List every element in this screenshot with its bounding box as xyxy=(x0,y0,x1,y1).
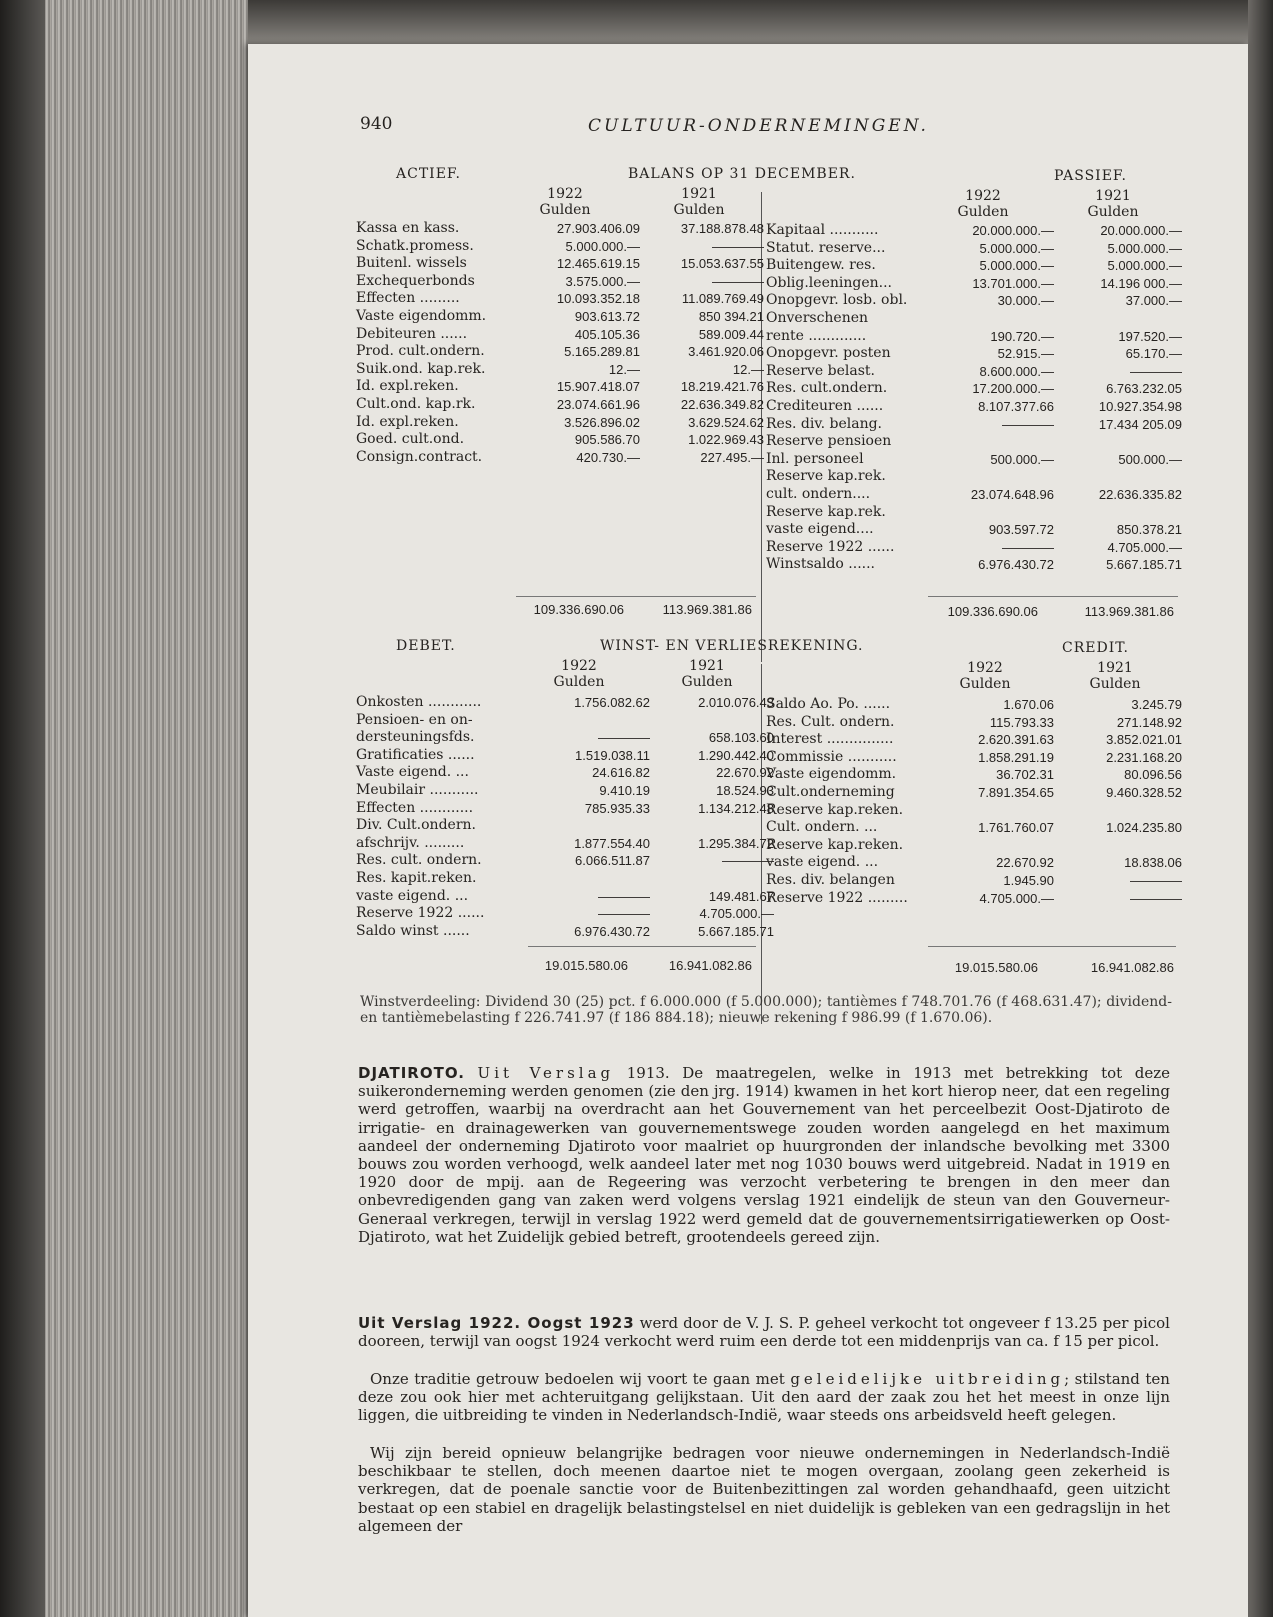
book-shadow-left xyxy=(0,0,45,1617)
ledger-row-label: Buitenl. wissels xyxy=(356,255,467,272)
ledger-row-value-1922 xyxy=(526,870,650,888)
ledger-row-value-1921: 22.636.335.82 xyxy=(1098,486,1182,502)
ledger-row-value-1922: 3.526.896.02 xyxy=(564,414,640,430)
ledger-row-value-1921: 5.000.000.— xyxy=(1107,240,1182,256)
ledger-row-value-1921: ———— xyxy=(722,853,774,869)
ledger-row-label: Effecten ......... xyxy=(356,290,460,307)
ledger-row-value-1921: 18.219.421.76 xyxy=(680,379,764,395)
ledger-row-value-1922: 27.903.406.09 xyxy=(556,221,640,236)
ledger-row xyxy=(766,433,1182,451)
ledger-row-value-1922: 3.575.000.— xyxy=(565,273,640,289)
ledger-row-value-1921: 37.188.878.48 xyxy=(680,221,764,236)
ledger-row-value-1922: 6.066.511.87 xyxy=(575,853,650,869)
ledger-row xyxy=(356,290,764,308)
ledger-row-label: Statut. reserve... xyxy=(766,239,886,256)
pnl-col-year-b-left: 1921 Gulden xyxy=(681,658,733,690)
pnl-col-year-a-left: 1922 Gulden xyxy=(553,658,605,690)
ledger-row-value-1921: 22.670.92 xyxy=(716,765,774,781)
balance-total-rule-left xyxy=(516,596,756,597)
ledger-row-label: Reserve kap.reken. xyxy=(766,836,904,853)
ledger-row xyxy=(766,486,1182,504)
running-title: CULTUUR-ONDERNEMINGEN. xyxy=(588,116,929,136)
ledger-row-label: vaste eigend. ... xyxy=(356,887,469,904)
ledger-row xyxy=(766,556,1182,574)
ledger-row-label: Id. expl.reken. xyxy=(356,413,459,430)
ledger-row xyxy=(766,328,1182,346)
ledger-row xyxy=(356,449,764,467)
ledger-row-value-1922 xyxy=(926,504,1054,522)
ledger-row xyxy=(766,292,1182,310)
ledger-row-value-1921: 17.434 205.09 xyxy=(1098,416,1182,432)
pnl-total-left-a: 19.015.580.06 xyxy=(544,958,628,973)
paragraph-verslag-1922-text: werd door de V. J. S. P. geheel verkocht tot ongeveer f 13.25 per picol dooreen, terwijl van oogst 1924 verkocht werd ruim een derde tot een middenprijs van ca. f 15 per picol. xyxy=(358,1314,1170,1351)
ledger-row xyxy=(766,504,1182,522)
ledger-row-value-1922: 30.000.— xyxy=(997,293,1054,309)
ledger-row-label: Saldo Ao. Po. ...... xyxy=(766,696,891,712)
ledger-row xyxy=(766,240,1182,258)
ledger-row-label: Reserve belast. xyxy=(766,362,875,379)
ledger-row-value-1921: 1.290.442.40 xyxy=(698,747,774,763)
ledger-row-value-1922: 2.620.391.63 xyxy=(978,732,1054,748)
ledger-row xyxy=(356,220,764,238)
ledger-row-value-1921: 5.667.185.71 xyxy=(698,923,774,939)
ledger-row-value-1921: 3.629.524.62 xyxy=(688,414,764,430)
ledger-row-value-1921: 1.134.212.48 xyxy=(698,800,774,816)
ledger-row xyxy=(356,888,774,906)
ledger-row-value-1921: 12.— xyxy=(732,361,764,377)
ledger-row-value-1921: 1.024.235.80 xyxy=(1106,820,1182,836)
ledger-row-label: dersteuningsfds. xyxy=(356,729,475,746)
ledger-row xyxy=(766,222,1182,240)
ledger-row xyxy=(356,396,764,414)
balance-col-year-a-left: 1922 Gulden xyxy=(539,186,591,218)
ledger-row-value-1922: 1.945.90 xyxy=(1003,872,1054,888)
ledger-row-label: cult. ondern.... xyxy=(766,485,871,502)
ledger-row xyxy=(766,731,1182,749)
balance-total-right-a: 109.336.690.06 xyxy=(947,604,1038,619)
ledger-row-label: Kapitaal ........... xyxy=(766,222,879,238)
ledger-row-value-1921 xyxy=(1054,433,1182,451)
ledger-row-value-1921: 500.000.— xyxy=(1118,451,1182,467)
ledger-row-label: Crediteuren ...... xyxy=(766,397,884,414)
ledger-row-value-1921 xyxy=(1054,310,1182,328)
ledger-row-value-1922: 5.000.000.— xyxy=(979,258,1054,274)
ledger-row-label: Reserve 1922 ...... xyxy=(766,538,895,555)
ledger-row-value-1921: 14.196 000.— xyxy=(1100,275,1182,291)
ledger-row xyxy=(356,273,764,291)
ledger-row xyxy=(766,345,1182,363)
ledger-row-value-1922: 190.720.— xyxy=(990,328,1054,344)
ledger-row-value-1922: 1.858.291.19 xyxy=(978,749,1054,765)
ledger-row-value-1922 xyxy=(926,433,1054,451)
pnl-total-rule-right xyxy=(928,946,1176,947)
ledger-row-label: Res. Cult. ondern. xyxy=(766,713,895,730)
ledger-row-value-1922: ———— xyxy=(598,730,650,746)
ledger-row-label: Res. div. belang. xyxy=(766,415,882,432)
ledger-row xyxy=(766,380,1182,398)
ledger-row-value-1922: 785.935.33 xyxy=(584,800,650,816)
ledger-row xyxy=(356,343,764,361)
ledger-row-value-1922: 8.600.000.— xyxy=(979,363,1054,379)
paragraph-djatiroto-source: Uit Verslag xyxy=(477,1064,615,1082)
ledger-row-value-1922: 1.877.554.40 xyxy=(574,835,650,851)
ledger-row xyxy=(356,747,774,765)
balance-center-heading: BALANS OP 31 DECEMBER. xyxy=(628,166,856,182)
ledger-row-label: Cult.onderneming xyxy=(766,783,895,800)
ledger-row-value-1922: 1.761.760.07 xyxy=(978,820,1054,836)
paragraph-verslag-1922 xyxy=(358,1314,1170,1350)
ledger-row-value-1922: 115.793.33 xyxy=(989,714,1054,730)
ledger-row-value-1921: 4.705.000.— xyxy=(1107,539,1182,555)
pnl-right-heading: CREDIT. xyxy=(1062,640,1129,656)
book-top-shadow xyxy=(248,0,1273,46)
ledger-row xyxy=(356,431,764,449)
liabilities-list xyxy=(766,222,1182,574)
ledger-row-value-1922 xyxy=(926,802,1054,820)
ledger-row-value-1921: 227.495.— xyxy=(700,449,764,465)
ledger-row xyxy=(356,414,764,432)
pnl-col-year-b-right: 1921 Gulden xyxy=(1089,660,1141,692)
ledger-row-label: Onopgevr. posten xyxy=(766,345,891,362)
pnl-total-right-a: 19.015.580.06 xyxy=(954,960,1038,975)
ledger-row-label: Buitengew. res. xyxy=(766,257,876,274)
paragraph-djatiroto xyxy=(358,1064,1170,1246)
ledger-row xyxy=(766,872,1182,890)
balance-total-right-b: 113.969.381.86 xyxy=(1084,604,1174,619)
ledger-row xyxy=(356,255,764,273)
book-shadow-right xyxy=(1248,0,1273,1617)
ledger-row-value-1922: 4.705.000.— xyxy=(979,890,1054,906)
ledger-row xyxy=(766,890,1182,908)
ledger-row-label: Res. cult.ondern. xyxy=(766,380,888,397)
ledger-row-label: Onkosten ............ xyxy=(356,694,482,710)
ledger-row-value-1922: 420.730.— xyxy=(576,449,640,465)
ledger-row xyxy=(356,308,764,326)
ledger-row-label: Interest ............... xyxy=(766,731,894,748)
ledger-row-label: Debiteuren ...... xyxy=(356,325,468,342)
ledger-row-label: Consign.contract. xyxy=(356,448,483,465)
ledger-row xyxy=(356,694,774,712)
ledger-row xyxy=(766,766,1182,784)
ledger-row-label: Oblig.leeningen... xyxy=(766,274,892,291)
ledger-row-value-1921 xyxy=(1054,468,1182,486)
ledger-row xyxy=(766,416,1182,434)
ledger-row-label: rente ............. xyxy=(766,327,867,344)
ledger-row-label: Effecten ............ xyxy=(356,799,474,816)
ledger-row xyxy=(766,310,1182,328)
ledger-row-value-1921 xyxy=(1054,504,1182,522)
ledger-row-label: Exchequerbonds xyxy=(356,272,475,289)
ledger-row-value-1921: 3.461.920.06 xyxy=(688,344,764,360)
ledger-row-value-1922 xyxy=(926,468,1054,486)
ledger-row-value-1921 xyxy=(650,712,774,730)
ledger-row-value-1922: ———— xyxy=(1002,416,1054,432)
ledger-row-value-1921: 9.460.328.52 xyxy=(1106,784,1182,800)
balance-total-left-a: 109.336.690.06 xyxy=(533,602,624,617)
ledger-row-value-1921: 15.053.637.55 xyxy=(680,256,764,272)
ledger-row xyxy=(356,326,764,344)
ledger-row-value-1922: 15.907.418.07 xyxy=(556,379,640,395)
ledger-row-value-1922: 12.— xyxy=(608,361,640,377)
ledger-row-label: Inl. personeel xyxy=(766,450,864,467)
ledger-row-label: Meubilair ........... xyxy=(356,781,479,798)
ledger-row-label: Onverschenen xyxy=(766,309,869,326)
ledger-row-value-1922: 5.000.000.— xyxy=(979,240,1054,256)
ledger-row xyxy=(766,539,1182,557)
ledger-row-label: Reserve 1922 ......... xyxy=(766,889,908,906)
ledger-row-value-1922: 10.093.352.18 xyxy=(556,291,640,307)
ledger-row-value-1922: 23.074.661.96 xyxy=(556,396,640,412)
ledger-row xyxy=(766,696,1182,714)
ledger-row-value-1922: 9.410.19 xyxy=(599,782,650,798)
pnl-col-year-a-right: 1922 Gulden xyxy=(959,660,1011,692)
ledger-row xyxy=(766,257,1182,275)
ledger-row-value-1921: 850.378.21 xyxy=(1116,522,1182,538)
ledger-row-label: Div. Cult.ondern. xyxy=(356,817,476,834)
ledger-row xyxy=(766,784,1182,802)
ledger-row-value-1921: 149.481.67 xyxy=(708,888,774,904)
ledger-row-label: Pensioen- en on- xyxy=(356,711,473,728)
ledger-row xyxy=(766,837,1182,855)
paragraph-uitbreiding-emphasis: geleidelijke uitbreiding xyxy=(790,1370,1065,1388)
ledger-row-value-1922: 500.000.— xyxy=(990,451,1054,467)
ledger-row-value-1921: ———— xyxy=(1130,363,1182,379)
pnl-center-heading: WINST- EN VERLIESREKENING. xyxy=(600,638,864,654)
balance-col-year-a-right: 1922 Gulden xyxy=(957,188,1009,220)
debit-list xyxy=(356,694,774,940)
ledger-row xyxy=(766,451,1182,469)
ledger-row-value-1922: 6.976.430.72 xyxy=(574,923,650,939)
ledger-row-value-1921: 11.089.769.49 xyxy=(681,291,764,307)
ledger-row-value-1922: 6.976.430.72 xyxy=(978,557,1054,573)
ledger-row-value-1922: 903.613.72 xyxy=(574,308,640,324)
ledger-row xyxy=(766,714,1182,732)
ledger-row-value-1921 xyxy=(650,870,774,888)
ledger-row xyxy=(766,819,1182,837)
ledger-row-value-1922: 405.105.36 xyxy=(574,326,640,342)
ledger-row-label: Commissie ........... xyxy=(766,748,897,765)
ledger-row-value-1921: 2.010.076.43 xyxy=(698,695,774,710)
ledger-row-value-1921: 37.000.— xyxy=(1125,293,1182,309)
ledger-row-label: Vaste eigend. ... xyxy=(356,764,469,781)
balance-col-year-b-right: 1921 Gulden xyxy=(1087,188,1139,220)
ledger-row-value-1922: 5.000.000.— xyxy=(565,238,640,254)
ledger-row xyxy=(356,238,764,256)
ledger-row-value-1921: 6.763.232.05 xyxy=(1106,381,1182,397)
balance-total-rule-right xyxy=(928,596,1178,597)
pnl-left-heading: DEBET. xyxy=(396,638,456,654)
ledger-row-label: Goed. cult.ond. xyxy=(356,431,465,448)
ledger-row-label: Reserve 1922 ...... xyxy=(356,905,485,922)
ledger-row-label: Id. expl.reken. xyxy=(356,378,459,395)
ledger-row-value-1921: ———— xyxy=(1130,872,1182,888)
ledger-row-label: Gratificaties ...... xyxy=(356,746,475,763)
ledger-row-value-1921: 22.636.349.82 xyxy=(680,396,764,412)
ledger-row-value-1921: 4.705.000.— xyxy=(699,906,774,922)
ledger-row xyxy=(766,398,1182,416)
ledger-row xyxy=(766,468,1182,486)
ledger-row-value-1922: 20.000.000.— xyxy=(972,223,1054,238)
ledger-row-label: Winstsaldo ...... xyxy=(766,556,875,573)
ledger-row xyxy=(356,835,774,853)
ledger-row-value-1922: 52.915.— xyxy=(997,346,1054,362)
ledger-row xyxy=(356,817,774,835)
ledger-row-value-1922: 905.586.70 xyxy=(574,432,640,448)
ledger-row xyxy=(356,870,774,888)
ledger-row-value-1921: 80.096.56 xyxy=(1124,767,1182,783)
ledger-row-value-1921: 20.000.000.— xyxy=(1100,223,1182,238)
ledger-row-value-1921: 10.927.354.98 xyxy=(1098,398,1182,414)
ledger-row-value-1921: 271.148.92 xyxy=(1116,714,1182,730)
ledger-row-label: Reserve kap.reken. xyxy=(766,801,904,818)
ledger-row xyxy=(766,802,1182,820)
ledger-row xyxy=(356,712,774,730)
balance-col-year-b-left: 1921 Gulden xyxy=(673,186,725,218)
book-page xyxy=(248,44,1248,1617)
ledger-row-value-1922 xyxy=(526,817,650,835)
ledger-row-label: Schatk.promess. xyxy=(356,237,474,254)
ledger-row-value-1921: 197.520.— xyxy=(1118,328,1182,344)
ledger-row-value-1922 xyxy=(526,712,650,730)
ledger-row-value-1922 xyxy=(926,837,1054,855)
ledger-row-label: Vaste eigendomm. xyxy=(766,766,897,783)
ledger-row xyxy=(356,378,764,396)
ledger-row-value-1921: 3.245.79 xyxy=(1131,697,1182,712)
ledger-row-value-1921: 1.022.969.43 xyxy=(688,432,764,448)
ledger-row-value-1922: 23.074.648.96 xyxy=(970,486,1054,502)
ledger-row-value-1921: 5.000.000.— xyxy=(1107,258,1182,274)
ledger-row-value-1921: 5.667.185.71 xyxy=(1106,557,1182,573)
ledger-row-value-1921: 589.009.44 xyxy=(698,326,764,342)
ledger-row-value-1921: ———— xyxy=(1130,890,1182,906)
ledger-row-value-1922: 24.616.82 xyxy=(592,765,650,781)
ledger-row-value-1922: 5.165.289.81 xyxy=(564,344,640,360)
ledger-row-value-1922: 1.756.082.62 xyxy=(574,695,650,710)
pnl-total-rule-left xyxy=(528,946,756,947)
paragraph-djatiroto-text: 1913. De maatregelen, welke in 1913 met betrekking tot deze suikeronderneming werden genomen (zie den jrg. 1914) kwamen in het kort hierop neer, dat een regeling werd getroffen, waarbij na overdracht aan het Gouvernement van het perceelbezit Oost-Djatiroto de irrigatie- en drainagewerken van gouvernementswege zouden worden aangelegd en het maximum aandeel der onderneming Djatiroto voor maalriet op huurgronden der inlandsche bevolking met 3300 bouws zou worden verhoogd, welk aandeel later met nog 1030 bouws werd uitgebreid. Nadat in 1919 en 1920 door de mpij. aan de Regeering was verzocht verbetering te brengen in den meer dan onbevredigenden gang van zaken werd volgens verslag 1921 eindelijk de steun van den Gouverneur-Generaal verkregen, terwijl in verslag 1922 werd gemeld dat de gouvernementsirrigatiewerken op Oost-Djatiroto, wat het Zuidelijk gebied betreft, grootendeels gereed zijn. xyxy=(358,1064,1171,1246)
ledger-row-label: Saldo winst ...... xyxy=(356,922,470,939)
balance-right-heading: PASSIEF. xyxy=(1054,168,1127,184)
ledger-row xyxy=(766,854,1182,872)
ledger-row-label: Res. cult. ondern. xyxy=(356,852,482,869)
paragraph-uitbreiding: Onze traditie getrouw bedoelen wij voort te gaan met geleidelijke uitbreiding; stilstand ten deze zou ook hier met achteruitgang gelijkstaan. Uit den aard der zaak zou het het meest in onze lijn liggen, die uitbreiding te vinden in Nederlandsch-Indië, waar steeds ons arbeidsveld heeft gelegen. xyxy=(358,1370,1170,1425)
pnl-total-right-b: 16.941.082.86 xyxy=(1090,960,1174,975)
ledger-row xyxy=(356,852,774,870)
balance-total-left-b: 113.969.381.86 xyxy=(662,602,752,617)
ledger-row-label: Kassa en kass. xyxy=(356,220,460,236)
ledger-row-value-1922: 8.107.377.66 xyxy=(978,398,1054,414)
credit-list xyxy=(766,696,1182,907)
ledger-row-label: afschrijv. ......... xyxy=(356,834,465,851)
ledger-row-label: Res. div. belangen xyxy=(766,871,895,888)
profit-distribution-note: Winstverdeeling: Dividend 30 (25) pct. f 6.000.000 (f 5.000.000); tantièmes f 748.701.76 (f 468.631.47); dividend- en tantièmebelasting f 226.741.97 (f 186 884.18); nieuwe rekening f 986.99 (f 1.670.06). xyxy=(360,994,1172,1026)
ledger-row-value-1922: 36.702.31 xyxy=(996,767,1054,783)
ledger-row-value-1922: 7.891.354.65 xyxy=(978,784,1054,800)
book-page-edges xyxy=(45,0,250,1617)
ledger-row-label: Reserve pensioen xyxy=(766,433,892,450)
ledger-row-value-1922 xyxy=(926,310,1054,328)
ledger-row-label: Prod. cult.ondern. xyxy=(356,343,485,360)
ledger-row-label: Cult. ondern. ... xyxy=(766,819,878,836)
ledger-row-value-1921: 18.524.93 xyxy=(716,782,774,798)
ledger-row-value-1922: ———— xyxy=(1002,539,1054,555)
ledger-row-value-1921: 850 394.21 xyxy=(698,308,764,324)
ledger-row-label: vaste eigend.... xyxy=(766,521,874,538)
ledger-row-label: Reserve kap.rek. xyxy=(766,468,886,485)
ledger-row-value-1921 xyxy=(1054,802,1182,820)
ledger-row xyxy=(356,764,774,782)
ledger-row-value-1922: ———— xyxy=(598,906,650,922)
ledger-row-value-1921: 3.852.021.01 xyxy=(1106,732,1182,748)
ledger-row xyxy=(356,923,774,941)
ledger-row xyxy=(356,800,774,818)
ledger-row-value-1922: 1.519.038.11 xyxy=(575,747,650,763)
assets-list xyxy=(356,220,764,466)
ledger-row-label: Cult.ond. kap.rk. xyxy=(356,395,476,412)
ledger-row-value-1922: 13.701.000.— xyxy=(972,275,1054,291)
ledger-row-label: vaste eigend. ... xyxy=(766,854,879,871)
balance-left-heading: ACTIEF. xyxy=(396,166,461,182)
ledger-row xyxy=(356,782,774,800)
ledger-row-value-1921 xyxy=(650,817,774,835)
ledger-row xyxy=(356,361,764,379)
ledger-row-value-1921: 65.170.— xyxy=(1125,346,1182,362)
ledger-row-value-1922: 1.670.06 xyxy=(1003,697,1054,712)
ledger-row-label: Res. kapit.reken. xyxy=(356,869,477,886)
ledger-row xyxy=(356,729,774,747)
ledger-row-value-1921: 2.231.168.20 xyxy=(1106,749,1182,765)
ledger-row-value-1922: 17.200.000.— xyxy=(972,381,1054,397)
ledger-row xyxy=(356,905,774,923)
ledger-row-label: Onopgevr. losb. obl. xyxy=(766,292,908,309)
ledger-row-value-1922: 12.465.619.15 xyxy=(556,256,640,272)
ledger-row-value-1921: 658.103.60 xyxy=(708,730,774,746)
ledger-row-value-1921 xyxy=(1054,837,1182,855)
ledger-row-label: Suik.ond. kap.rek. xyxy=(356,360,486,377)
page-number: 940 xyxy=(360,114,393,134)
ledger-row-value-1922: 903.597.72 xyxy=(988,522,1054,538)
ledger-row-label: Reserve kap.rek. xyxy=(766,503,886,520)
ledger-row-value-1921: 18.838.06 xyxy=(1124,855,1182,871)
ledger-row-label: Vaste eigendomm. xyxy=(356,307,487,324)
ledger-row xyxy=(766,275,1182,293)
ledger-row-value-1922: 22.670.92 xyxy=(996,855,1054,871)
ledger-row-value-1921: 1.295.384.72 xyxy=(698,835,774,851)
ledger-row-value-1922: ———— xyxy=(598,888,650,904)
ledger-row xyxy=(766,363,1182,381)
paragraph-djatiroto-lead: DJATIROTO. xyxy=(358,1064,465,1082)
pnl-total-left-b: 16.941.082.86 xyxy=(668,958,752,973)
paragraph-verslag-1922-lead: Uit Verslag 1922. Oogst 1923 xyxy=(358,1314,635,1332)
ledger-row xyxy=(766,749,1182,767)
ledger-row-value-1921: ———— xyxy=(712,238,764,254)
ledger-row xyxy=(766,521,1182,539)
ledger-row-value-1921: ———— xyxy=(712,273,764,289)
paragraph-nieuwe-ondernemingen: Wij zijn bereid opnieuw belangrijke bedragen voor nieuwe ondernemingen in Nederlandsch-Indië beschikbaar te stellen, doch meenen daartoe niet te mogen overgaan, zoolang geen zekerheid is verkregen, dat de poenale sanctie voor de Buitenbezittingen zal worden gehandhaafd, geen uitzicht bestaat op een stabiel en dragelijk belastingstelsel en niet duidelijk is gebleken van een gedragslijn in het algemeen der xyxy=(358,1444,1170,1535)
